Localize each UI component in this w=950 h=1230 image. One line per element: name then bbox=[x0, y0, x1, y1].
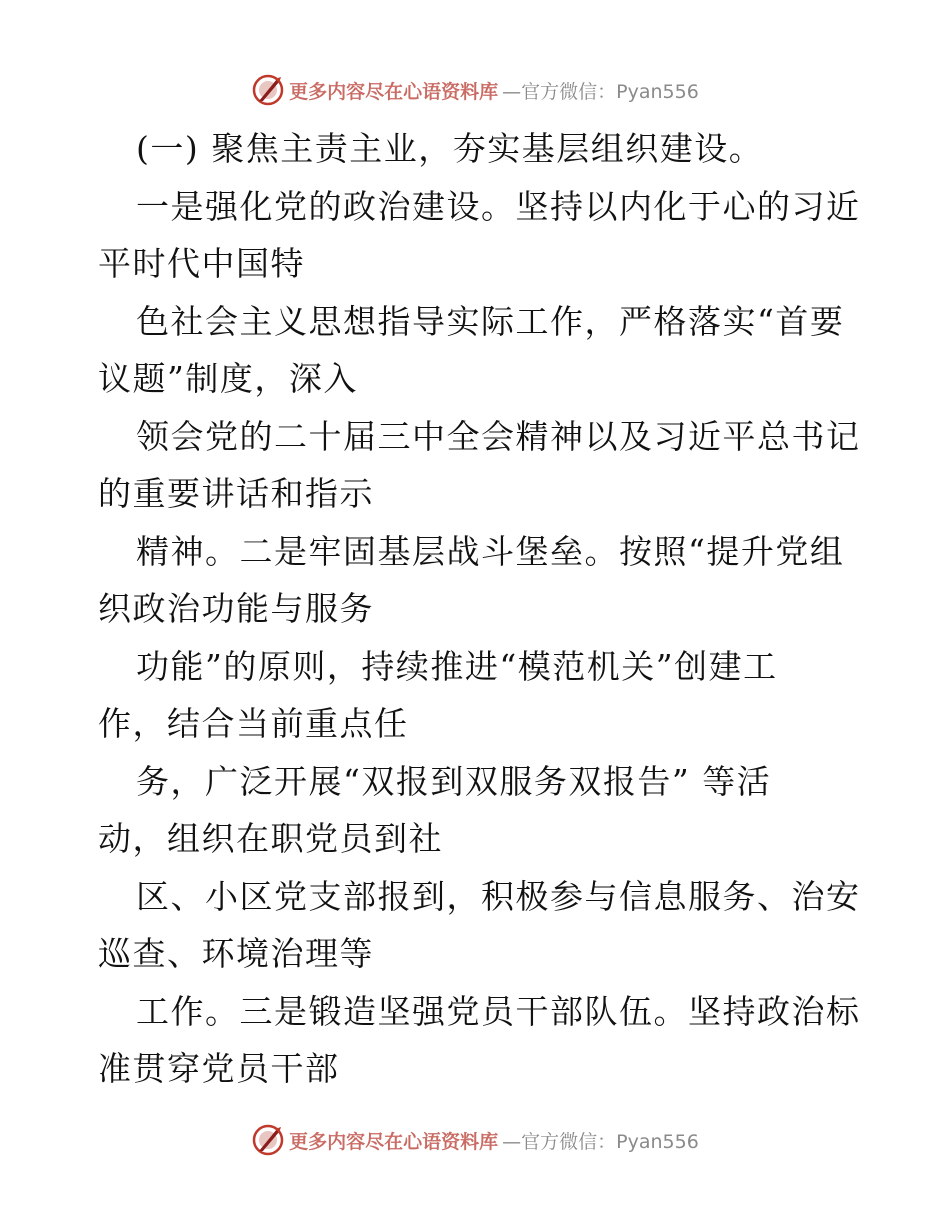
body-line-4: 色社会主义思想指导实际工作，严格落实“首要 bbox=[136, 301, 845, 341]
quill-pen-logo-icon bbox=[251, 1123, 285, 1157]
body-line-11: 作，结合当前重点任 bbox=[98, 704, 409, 743]
body-line-1: (一) 聚焦主责主业，夯实基层组织建设。 bbox=[136, 129, 764, 168]
footer-banner-inner bbox=[251, 1123, 699, 1157]
body-line-9: 织政治功能与服务 bbox=[98, 589, 374, 628]
header-banner-red-text: 更多内容尽在心语资料库 bbox=[289, 80, 499, 103]
header-banner bbox=[0, 70, 950, 110]
footer-banner-red-text: 更多内容尽在心语资料库 bbox=[289, 1130, 499, 1153]
body-line-8: 精神。二是牢固基层战斗堡垒。按照“提升党组 bbox=[136, 531, 845, 571]
body-line-7: 的重要讲话和指示 bbox=[98, 474, 374, 513]
body-line-14: 区、小区党支部报到，积极参与信息服务、治安 bbox=[136, 876, 861, 916]
body-line-12: 务，广泛开展“双报到双服务双报告” 等活 bbox=[136, 761, 772, 801]
footer-banner-gray-text: —官方微信：Pyan556 bbox=[502, 1130, 699, 1153]
body-line-15: 巡查、环境治理等 bbox=[98, 934, 374, 973]
footer-banner bbox=[0, 1120, 950, 1160]
body-line-16: 工作。三是锻造坚强党员干部队伍。坚持政治标 bbox=[136, 991, 861, 1031]
body-line-13: 动，组织在职党员到社 bbox=[98, 819, 443, 858]
body-line-10: 功能”的原则，持续推进“模范机关”创建工 bbox=[136, 646, 778, 686]
quill-pen-logo-icon bbox=[251, 73, 285, 107]
body-line-3: 平时代中国特 bbox=[98, 244, 305, 283]
header-banner-gray-text: —官方微信：Pyan556 bbox=[502, 80, 699, 103]
body-line-17: 准贯穿党员干部 bbox=[98, 1049, 340, 1088]
body-line-6: 领会党的二十届三中全会精神以及习近平总书记 bbox=[136, 416, 861, 456]
body-line-5: 议题”制度，深入 bbox=[98, 359, 358, 398]
body-line-2: 一是强化党的政治建设。坚持以内化于心的习近 bbox=[136, 186, 861, 226]
header-banner-inner bbox=[251, 73, 699, 107]
document-body bbox=[98, 120, 861, 1098]
